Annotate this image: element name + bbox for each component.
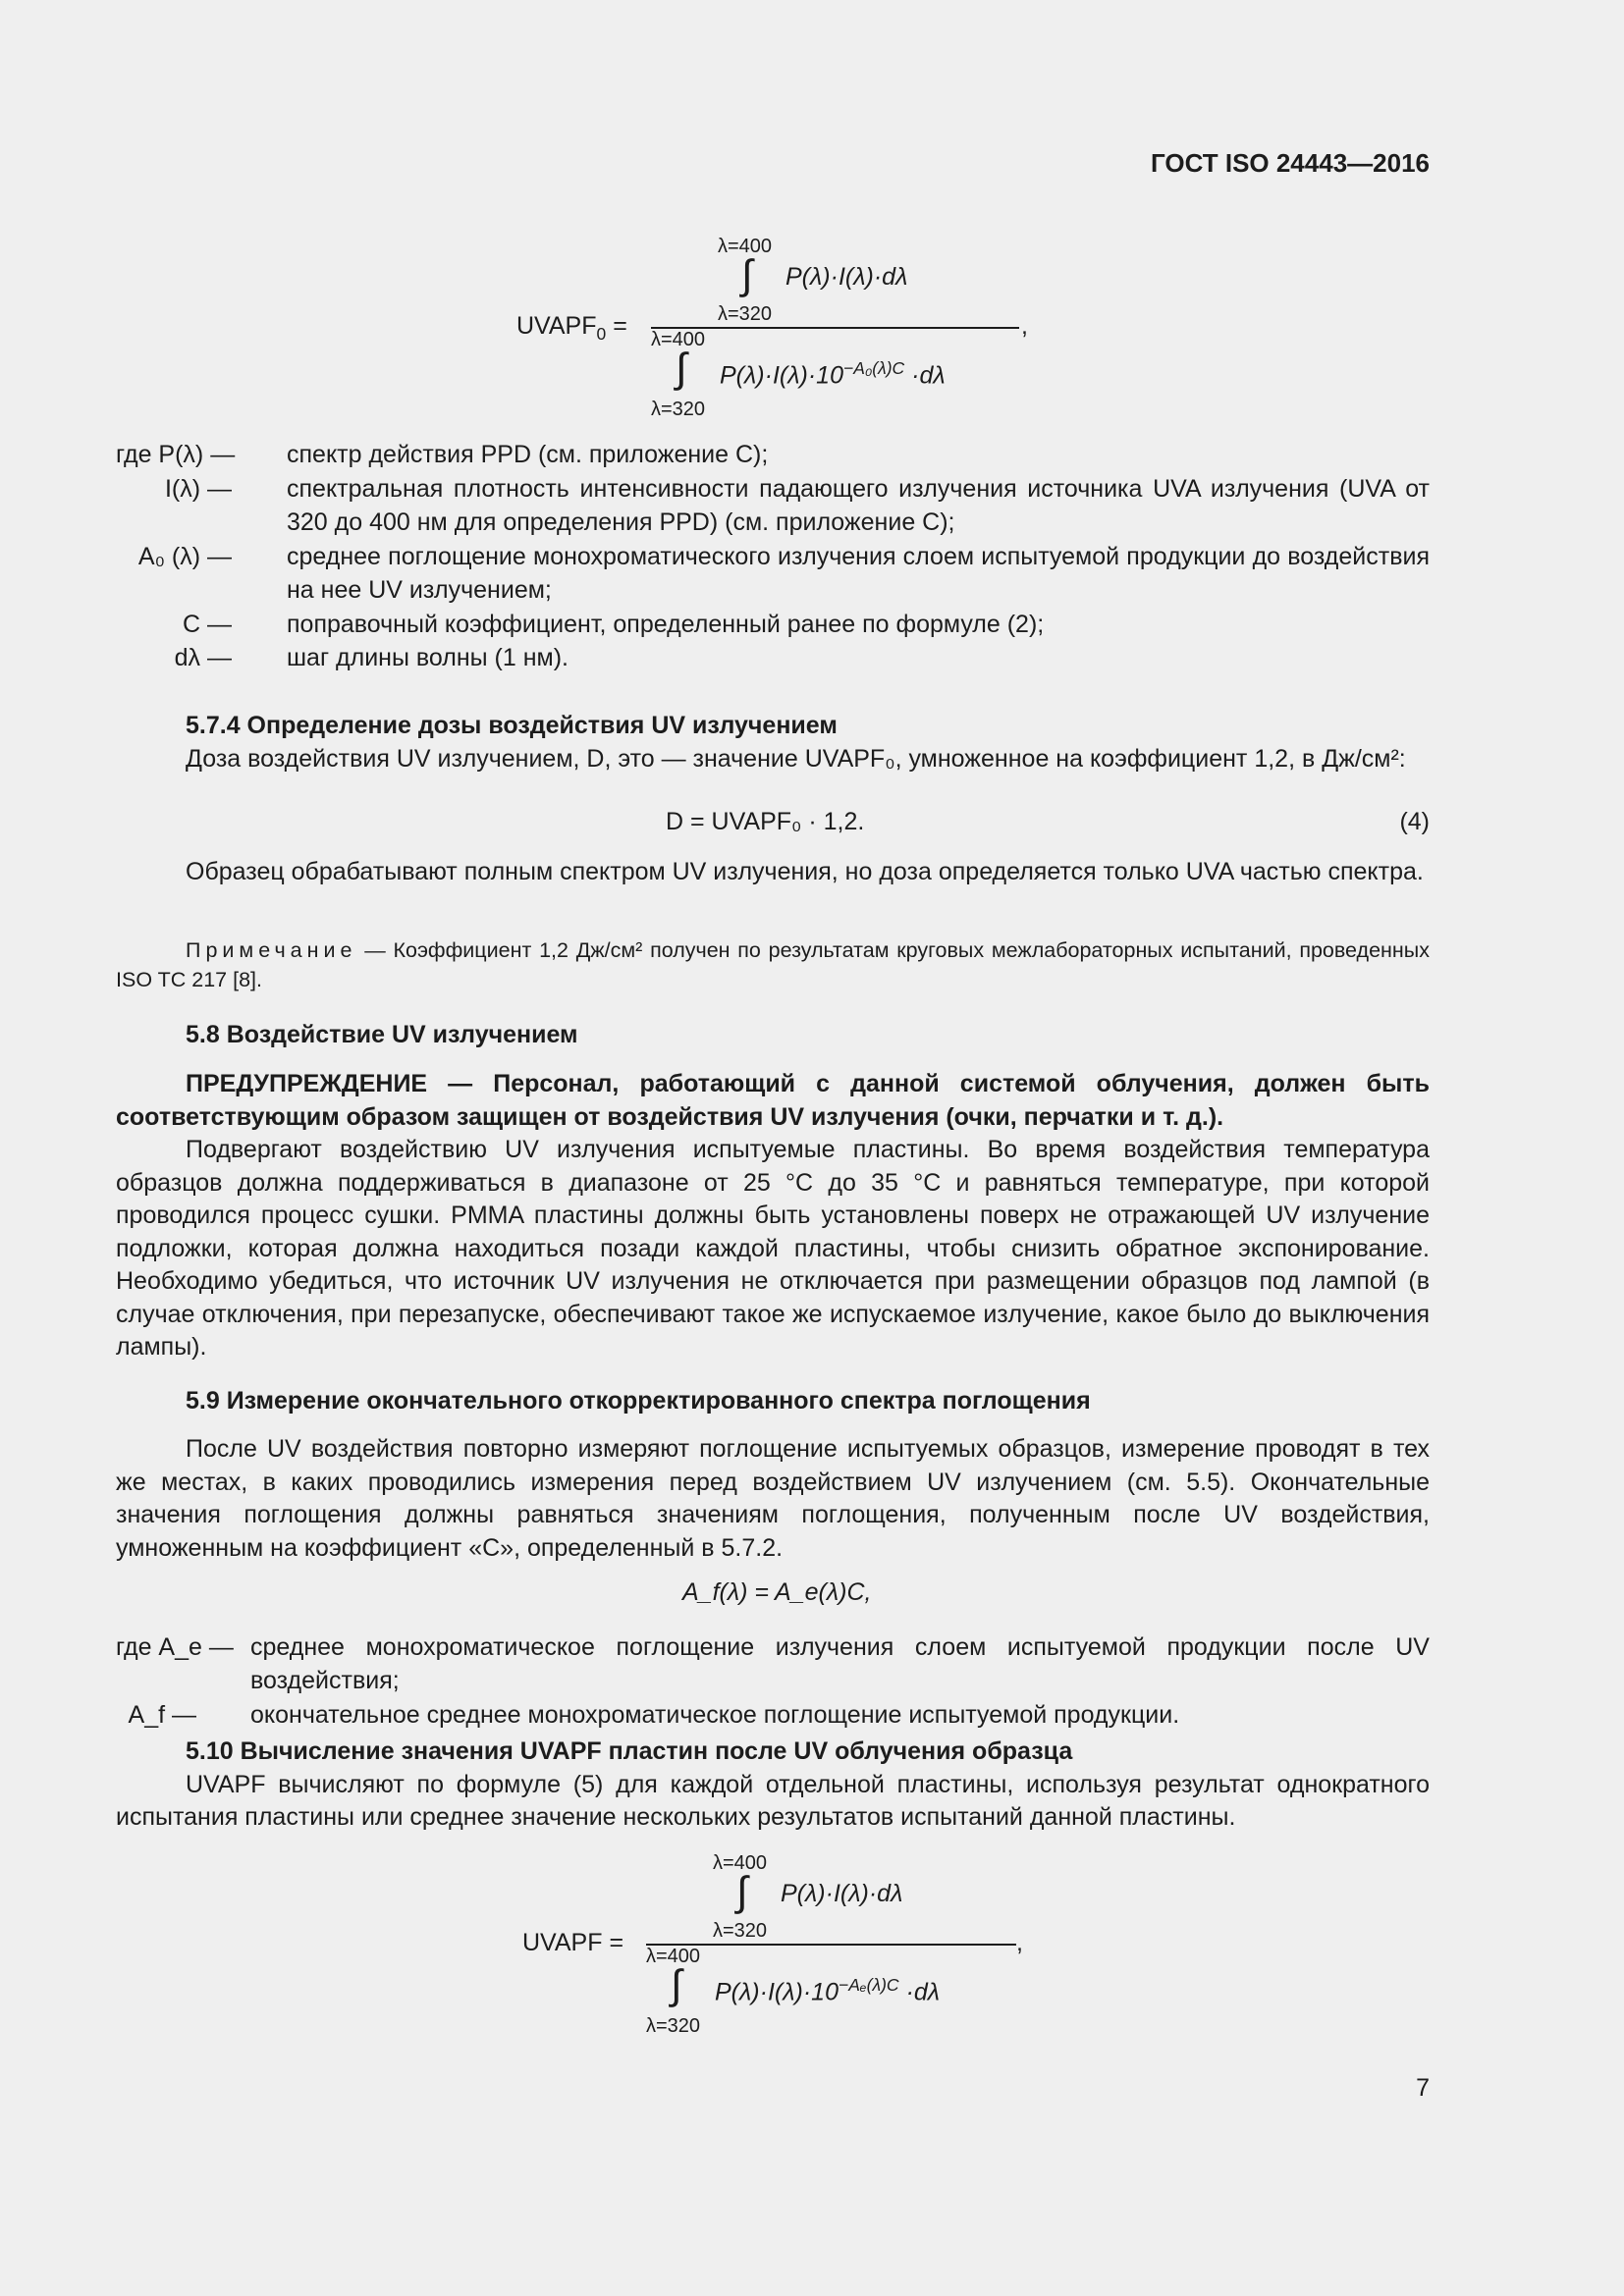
definition-symbol: где P(λ) —: [116, 441, 236, 468]
page-number: 7: [1416, 2074, 1430, 2102]
definition-text: среднее монохроматическое поглощение излучения слоем испытуемой продукции после UV воздействия;: [250, 1633, 1430, 1694]
integral-sign: ∫: [736, 1868, 748, 1914]
fraction-line: [646, 1944, 1016, 1946]
formula-3-den-lower: λ=320: [651, 399, 706, 420]
fraction-line: [651, 327, 1019, 329]
formula-4-number: (4): [1399, 808, 1430, 835]
section-5-9: [116, 1385, 1430, 1418]
section-5-7-4: [116, 710, 1430, 775]
note-label: Примечание: [186, 938, 357, 962]
formula-5-num-upper: λ=400: [713, 1852, 768, 1874]
section-5-8-body: [116, 1068, 1430, 1364]
definition-symbol: C —: [183, 611, 232, 638]
integral-sign: ∫: [676, 345, 687, 391]
section-5-9-body: [116, 1433, 1430, 1565]
definition-symbol: I(λ) —: [164, 475, 232, 503]
formula-5-comma: ,: [1016, 1929, 1023, 1956]
section-heading: 5.8 Воздействие UV излучением: [186, 1021, 578, 1048]
document-header: ГОСТ ISO 24443—2016: [1150, 148, 1430, 178]
note-paragraph: [116, 935, 1430, 994]
formula-3-den-upper: λ=400: [651, 329, 706, 350]
formula-5-den-lower: λ=320: [646, 2015, 701, 2037]
definition-symbol: A₀ (λ) —: [137, 543, 232, 570]
paragraph: UVAPF вычисляют по формуле (5) для каждой отдельной пластины, используя результат однократного испытания пластины или среднее значение нескольких результатов испытаний данной пластины.: [116, 1770, 1430, 1831]
definition-text: шаг длины волны (1 нм).: [287, 644, 568, 671]
paragraph: Образец обрабатывают полным спектром UV излучения, но доза определяется только UVA частью спектра.: [186, 858, 1424, 885]
section-heading: 5.10 Вычисление значения UVAPF пластин после UV облучения образца: [186, 1737, 1073, 1765]
formula-3-num-expr: P(λ)·I(λ)·dλ: [785, 263, 908, 291]
section-heading: 5.7.4 Определение дозы воздействия UV излучением: [186, 712, 838, 739]
definition-symbol: A_f —: [128, 1701, 196, 1729]
paragraph: После UV воздействия повторно измеряют поглощение испытуемых образцов, измерение проводят в тех же местах, в каких проводились измерения перед воздействием UV излучением (см. 5.5). Окончательные значения поглощения должны равняться значениям поглощения, полученным после UV воздействия, умноженным на коэффициент «C», определенный в 5.7.2.: [116, 1435, 1430, 1562]
definition-text: среднее поглощение монохроматического излучения слоем испытуемой продукции до воздействия на нее UV излучением;: [287, 543, 1430, 604]
definition-text: спектр действия PPD (см. приложение С);: [287, 441, 769, 468]
formula-3-den-expr: $P(\lambda)\cdot I(\lambda)\cdot 10^{-A_0(\lambda)C} \cdot d\lambda$: [720, 358, 946, 390]
paragraph: Доза воздействия UV излучением, D, это — значение UVAPF₀, умноженное на коэффициент 1,2, в Дж/см²:: [186, 744, 1406, 773]
formula-3-num-upper: λ=400: [718, 236, 773, 257]
formula-5-den-upper: λ=400: [646, 1946, 701, 1967]
formula-3-num-lower: λ=320: [718, 303, 773, 325]
section-5-7-4-cont: [116, 856, 1430, 889]
formula-3-comma: ,: [1021, 312, 1028, 340]
paragraph: Подвергают воздействию UV излучения испытуемые пластины. Во время воздействия температура образцов должна поддерживаться в диапазоне от 25 °С до 35 °С и равняться температуре, при которой проводился процесс сушки. PMMA пластины должны быть установлены поверх не отражающей UV излучение подложки, которая должна находиться позади каждой пластины, чтобы снизить обратное экспонирование. Необходимо убедиться, что источник UV излучения не отключается при размещении образцов под лампой (в случае отключения, при перезапуске, обеспечивают такое же испускаемое излучение, какое было до выключения лампы).: [116, 1136, 1430, 1361]
formula-5-lhs: UVAPF =: [522, 1929, 624, 1956]
formula-5-num-expr: P(λ)·I(λ)·dλ: [781, 1880, 903, 1907]
section-heading: 5.9 Измерение окончательного откорректированного спектра поглощения: [186, 1387, 1091, 1415]
definition-text: спектральная плотность интенсивности падающего излучения источника UVA излучения (UVA от 320 до 400 нм для определения PPD) (см. приложение С);: [287, 475, 1430, 536]
section-5-8: [116, 1019, 1430, 1052]
definition-symbol: где A_e —: [116, 1633, 234, 1661]
note: [116, 935, 1430, 994]
formula-af: A_f(λ) = A_e(λ)C,: [682, 1578, 872, 1606]
section-5-10: [116, 1735, 1430, 1835]
warning-paragraph: ПРЕДУПРЕЖДЕНИЕ — Персонал, работающий с данной системой облучения, должен быть соответствующим образом защищен от воздействия UV излучения (очки, перчатки и т. д.).: [116, 1070, 1430, 1131]
definition-symbol: dλ —: [174, 644, 232, 671]
definition-text: окончательное среднее монохроматическое поглощение испытуемой продукции.: [250, 1701, 1180, 1729]
note-text: — Коэффициент 1,2 Дж/см² получен по результатам круговых межлабораторных испытаний, проведенных ISO TC 217 [8].: [116, 938, 1430, 991]
formula-5-num-lower: λ=320: [713, 1920, 768, 1942]
formula-4: D = UVAPF₀ · 1,2.: [666, 808, 865, 835]
integral-sign: ∫: [741, 251, 753, 297]
definition-text: поправочный коэффициент, определенный ранее по формуле (2);: [287, 611, 1045, 638]
formula-3-lhs: $UVAPF_0$ =: [516, 312, 627, 344]
formula-5-den-expr: $P(\lambda)\cdot I(\lambda)\cdot 10^{-A_e(\lambda)C} \cdot d\lambda$: [715, 1975, 941, 2006]
integral-sign: ∫: [671, 1961, 682, 2007]
